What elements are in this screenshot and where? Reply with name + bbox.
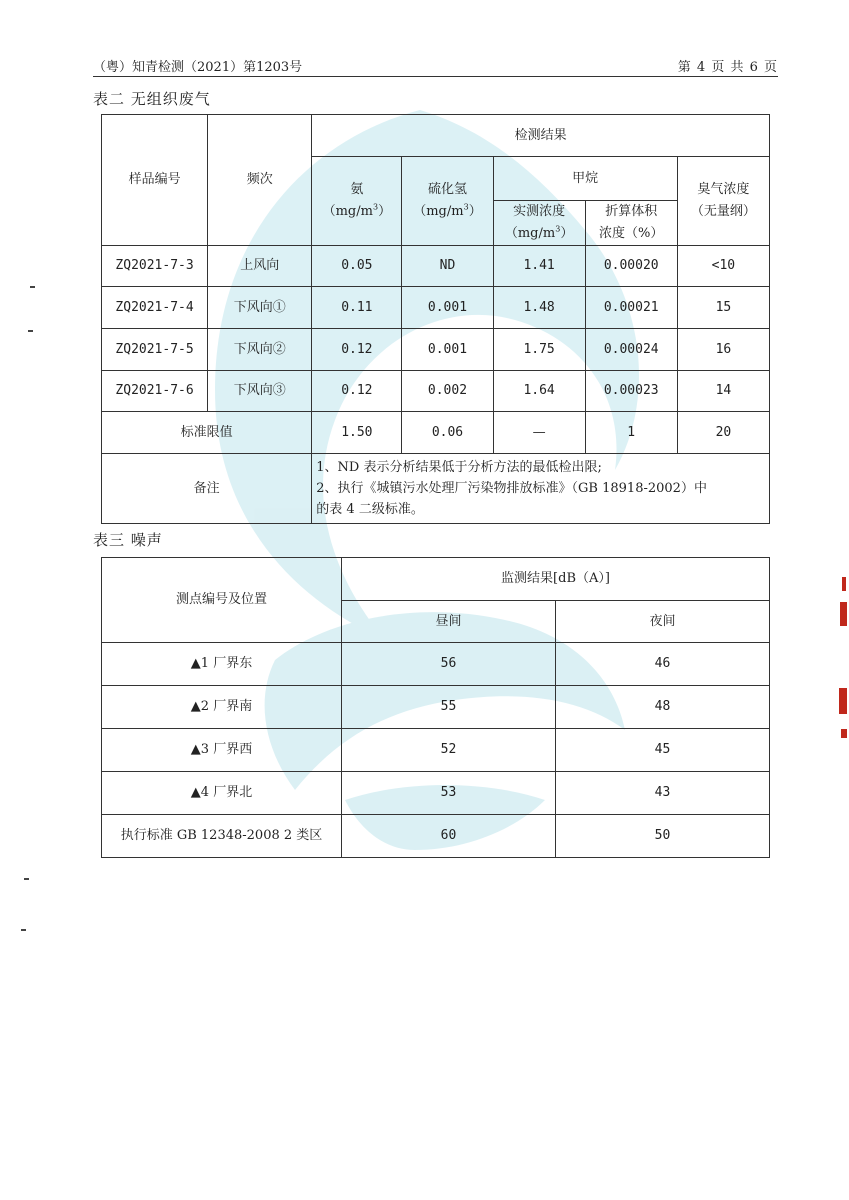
noise-table bbox=[101, 557, 770, 858]
cell-id: ZQ2021-7-6 bbox=[102, 371, 208, 412]
stamp-edge-mark bbox=[841, 729, 847, 738]
col-day: 昼间 bbox=[342, 601, 556, 643]
cell-freq: 下风向③ bbox=[208, 371, 312, 412]
cell-h2s: 0.002 bbox=[402, 371, 493, 412]
cell-odor: 14 bbox=[677, 371, 769, 412]
cell-vol: 0.00023 bbox=[585, 371, 677, 412]
table-row bbox=[102, 287, 770, 329]
cell-id: ZQ2021-7-4 bbox=[102, 287, 208, 329]
col-results: 检测结果 bbox=[312, 115, 770, 157]
col-night: 夜间 bbox=[556, 601, 770, 643]
table3-caption: 表三 噪声 bbox=[93, 531, 163, 549]
cell-night: 43 bbox=[556, 772, 770, 815]
notes-label: 备注 bbox=[102, 454, 312, 524]
cell-point: ▲3 厂界西 bbox=[102, 729, 342, 772]
standard-day: 60 bbox=[342, 815, 556, 858]
cell-day: 52 bbox=[342, 729, 556, 772]
cell-h2s: ND bbox=[402, 246, 493, 287]
table-row bbox=[102, 643, 770, 686]
cell-day: 56 bbox=[342, 643, 556, 686]
cell-nh3: 0.05 bbox=[312, 246, 402, 287]
stamp-edge-mark bbox=[839, 688, 847, 714]
scan-mark bbox=[28, 330, 33, 332]
cell-vol: 0.00024 bbox=[585, 329, 677, 371]
cell-night: 46 bbox=[556, 643, 770, 686]
col-point: 测点编号及位置 bbox=[102, 558, 342, 643]
cell-ch4: 1.75 bbox=[493, 329, 585, 371]
limit-h2s: 0.06 bbox=[402, 412, 493, 454]
cell-nh3: 0.12 bbox=[312, 371, 402, 412]
cell-vol: 0.00020 bbox=[585, 246, 677, 287]
col-h2s: 硫化氢 $(mg/m^3)$ bbox=[402, 157, 493, 246]
table-row bbox=[102, 371, 770, 412]
cell-nh3: 0.11 bbox=[312, 287, 402, 329]
cell-h2s: 0.001 bbox=[402, 329, 493, 371]
col-converted: 折算体积 浓度（%） bbox=[585, 201, 677, 246]
limit-vol: 1 bbox=[585, 412, 677, 454]
col-methane: 甲烷 bbox=[493, 157, 677, 201]
col-frequency: 频次 bbox=[208, 115, 312, 246]
stamp-edge-mark bbox=[840, 602, 847, 626]
cell-vol: 0.00021 bbox=[585, 287, 677, 329]
cell-odor: 16 bbox=[677, 329, 769, 371]
notes-row bbox=[102, 454, 770, 524]
col-measured: 实测浓度 $(mg/m^3)$ bbox=[493, 201, 585, 246]
cell-freq: 下风向② bbox=[208, 329, 312, 371]
cell-nh3: 0.12 bbox=[312, 329, 402, 371]
table-row bbox=[102, 686, 770, 729]
scan-mark bbox=[21, 929, 26, 931]
stamp-edge-mark bbox=[842, 577, 846, 591]
scan-mark bbox=[30, 286, 35, 288]
cell-day: 55 bbox=[342, 686, 556, 729]
report-number: （粤）知青检测（2021）第1203号 bbox=[93, 60, 303, 75]
cell-odor: <10 bbox=[677, 246, 769, 287]
col-sample-id: 样品编号 bbox=[102, 115, 208, 246]
table-row bbox=[102, 329, 770, 371]
cell-id: ZQ2021-7-5 bbox=[102, 329, 208, 371]
limit-row bbox=[102, 412, 770, 454]
cell-point: ▲4 厂界北 bbox=[102, 772, 342, 815]
cell-night: 45 bbox=[556, 729, 770, 772]
cell-ch4: 1.64 bbox=[493, 371, 585, 412]
cell-id: ZQ2021-7-3 bbox=[102, 246, 208, 287]
col-ammonia: 氨 $(mg/m^3)$ bbox=[312, 157, 402, 246]
cell-point: ▲1 厂界东 bbox=[102, 643, 342, 686]
exhaust-gas-table bbox=[101, 114, 770, 524]
cell-ch4: 1.48 bbox=[493, 287, 585, 329]
page-header bbox=[93, 56, 778, 77]
cell-odor: 15 bbox=[677, 287, 769, 329]
standard-night: 50 bbox=[556, 815, 770, 858]
col-odor: 臭气浓度 （无量纲） bbox=[677, 157, 769, 246]
standard-label: 执行标准 GB 12348-2008 2 类区 bbox=[102, 815, 342, 858]
limit-ch4: — bbox=[493, 412, 585, 454]
notes-text: 1、ND 表示分析结果低于分析方法的最低检出限; 2、执行《城镇污水处理厂污染物排放标准》（GB 18918-2002）中 的表 4 二级标准。 bbox=[312, 454, 770, 524]
cell-night: 48 bbox=[556, 686, 770, 729]
cell-ch4: 1.41 bbox=[493, 246, 585, 287]
table-row bbox=[102, 772, 770, 815]
table-row bbox=[102, 246, 770, 287]
page-number: 第 4 页 共 6 页 bbox=[677, 60, 778, 75]
limit-odor: 20 bbox=[677, 412, 769, 454]
cell-freq: 上风向 bbox=[208, 246, 312, 287]
table2-caption: 表二 无组织废气 bbox=[93, 90, 211, 108]
scan-mark bbox=[24, 878, 29, 880]
table-row bbox=[102, 729, 770, 772]
limit-label: 标准限值 bbox=[102, 412, 312, 454]
cell-h2s: 0.001 bbox=[402, 287, 493, 329]
cell-day: 53 bbox=[342, 772, 556, 815]
cell-freq: 下风向① bbox=[208, 287, 312, 329]
limit-nh3: 1.50 bbox=[312, 412, 402, 454]
col-result: 监测结果[dB（A）] bbox=[342, 558, 770, 601]
cell-point: ▲2 厂界南 bbox=[102, 686, 342, 729]
standard-row bbox=[102, 815, 770, 858]
